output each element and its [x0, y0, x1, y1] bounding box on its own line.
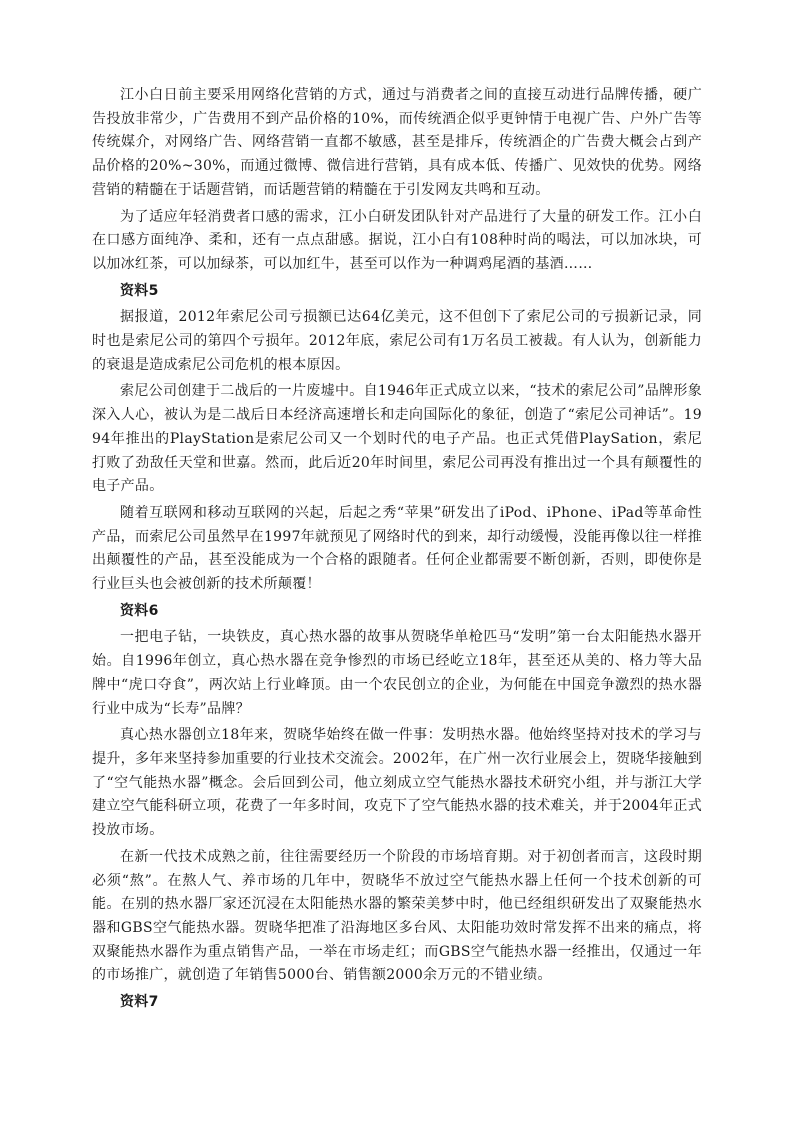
paragraph: 据报道，2012年索尼公司亏损额已达64亿美元，这不但创下了索尼公司的亏损新记录，同时也是索尼公司的第四个亏损年。2012年底，索尼公司有1万名员工被裁。有人认为，创新能力的衰退是造成索尼公司危机的根本原因。 — [92, 309, 702, 373]
paragraph: 在新一代技术成熟之前，往往需要经历一个阶段的市场培育期。对于初创者而言，这段时期必须“熬”。在熬人气、养市场的几年中，贺晓华不放过空气能热水器上任何一个技术创新的可能。在别的热水器厂家还沉浸在太阳能热水器的繁荣美梦中时，他已经组织研发出了双聚能热水器和GBS空气能热水器。贺晓华把准了沿海地区多台风、太阳能功效时常发挥不出来的痛点，将双聚能热水器作为重点销售产品，一举在市场走红；而GBS空气能热水器一经推出，仅通过一年的市场推广，就创造了年销售5000台、销售额2000余万元的不错业绩。 — [92, 848, 702, 984]
paragraph: 随着互联网和移动互联网的兴起，后起之秀“苹果”研发出了iPod、iPhone、iPad等革命性产品，而索尼公司虽然早在1997年就预见了网络时代的到来，却行动缓慢，没能再像以往一样推出颠覆性的产品，甚至没能成为一个合格的跟随者。任何企业都需要不断创新，否则，即使你是行业巨头也会被创新的技术所颠覆！ — [92, 504, 702, 593]
paragraph: 真心热水器创立18年来，贺晓华始终在做一件事：发明热水器。他始终坚持对技术的学习与提升，多年来坚持参加重要的行业技术交流会。2002年，在广州一次行业展会上，贺晓华接触到了“空气能热水器”概念。会后回到公司，他立刻成立空气能热水器技术研究小组，并与浙江大学建立空气能科研立项，花费了一年多时间，攻克下了空气能热水器的技术难关，并于2004年正式投放市场。 — [92, 727, 702, 839]
section-heading: 资料6 — [120, 602, 159, 619]
paragraph: 为了适应年轻消费者口感的需求，江小白研发团队针对产品进行了大量的研发工作。江小白在口感方面纯净、柔和，还有一点点甜感。据说，江小白有108种时尚的喝法，可以加冰块，可以加冰红茶，可以加绿茶，可以加红牛，甚至可以作为一种调鸡尾酒的基酒…… — [92, 208, 702, 272]
document-body — [92, 84, 702, 1018]
section-heading: 资料5 — [120, 282, 159, 299]
paragraph: 一把电子钻，一块铁皮，真心热水器的故事从贺晓华单枪匹马“发明”第一台太阳能热水器开始。自1996年创立，真心热水器在竞争惨烈的市场已经屹立18年，甚至还从美的、格力等大品牌中“虎口夺食”，两次站上行业峰顶。由一个农民创立的企业，为何能在中国竞争激烈的热水器行业中成为“长寿”品牌？ — [92, 629, 702, 717]
paragraph: 江小白日前主要采用网络化营销的方式，通过与消费者之间的直接互动进行品牌传播，硬广告投放非常少，广告费用不到产品价格的10%，而传统酒企似乎更钟情于电视广告、户外广告等传统媒介，对网络广告、网络营销一直都不敏感，甚至是排斥，传统酒企的广告费大概会占到产品价格的20%~30%，而通过微博、微信进行营销，具有成本低、传播广、见效快的优势。网络营销的精髓在于话题营销，而话题营销的精髓在于引发网友共鸣和互动。 — [92, 87, 702, 198]
section-heading: 资料7 — [120, 994, 159, 1011]
paragraph: 索尼公司创建于二战后的一片废墟中。自1946年正式成立以来，“技术的索尼公司”品牌形象深入人心，被认为是二战后日本经济高速增长和走向国际化的象征，创造了“索尼公司神话”。1994年推出的PlayStation是索尼公司又一个划时代的电子产品。也正式凭借PlaySation，索尼打败了劲敌任天堂和世嘉。然而，此后近20年时间里，索尼公司再没有推出过一个具有颠覆性的电子产品。 — [92, 383, 702, 495]
